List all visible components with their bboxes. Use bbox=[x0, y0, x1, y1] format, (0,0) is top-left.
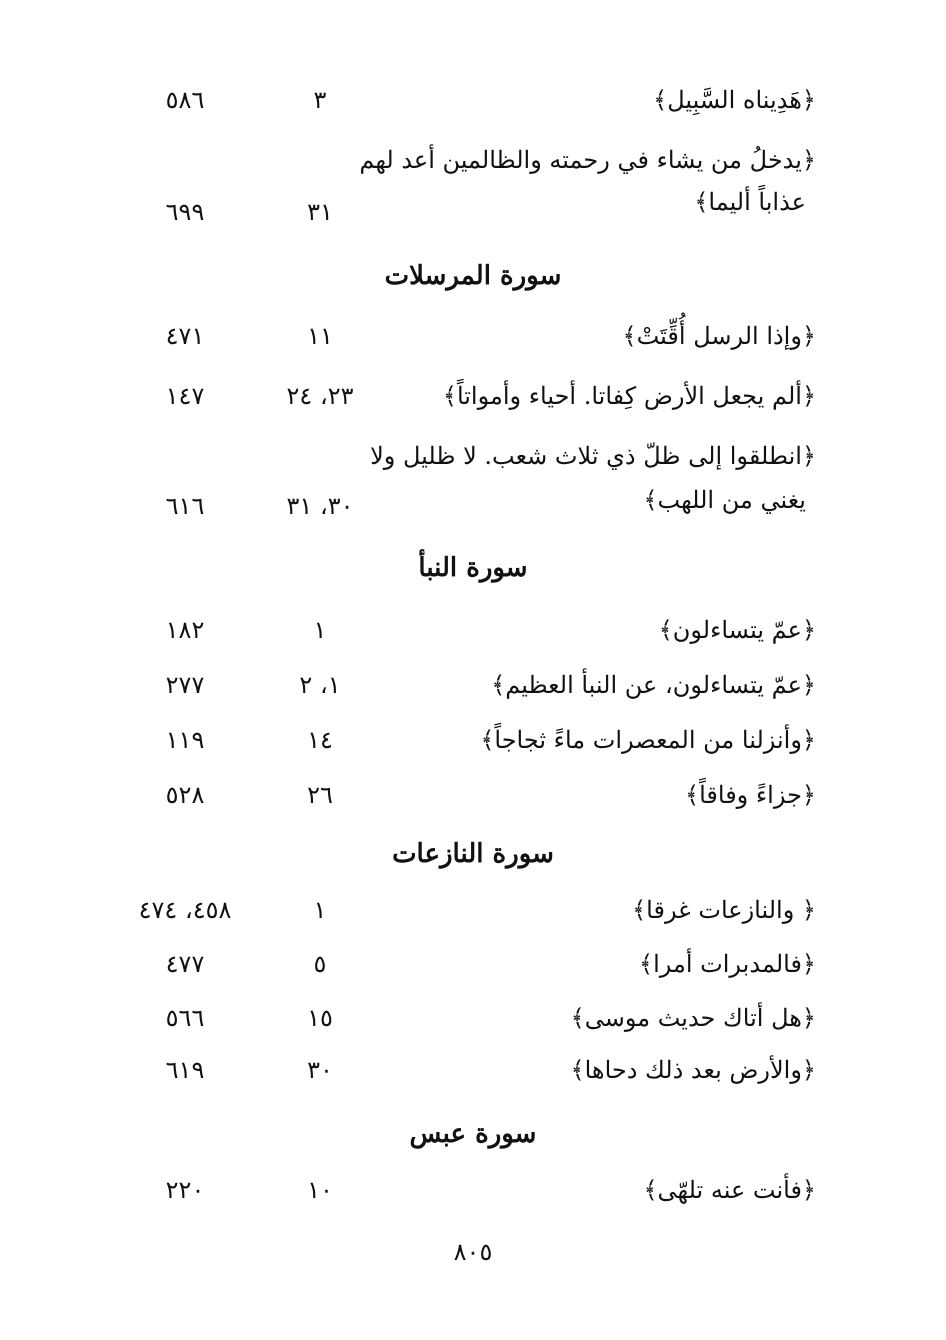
index-entry bbox=[0, 665, 946, 705]
page-ref: ٥٦٦ bbox=[165, 1004, 205, 1032]
verse-text: ﴿عمّ يتساءلون﴾ bbox=[658, 616, 816, 644]
index-entry bbox=[0, 998, 946, 1038]
verse-text: ﴿ والنازعات غرقا﴾ bbox=[632, 896, 816, 924]
verse-text: ﴿هَدِيناه السَّبِيل﴾ bbox=[653, 86, 816, 114]
ayah-number: ٢٦ bbox=[307, 781, 333, 809]
index-entry bbox=[0, 610, 946, 650]
index-entry bbox=[0, 140, 946, 230]
index-entry bbox=[0, 775, 946, 815]
page-ref: ٥٢٨ bbox=[165, 781, 205, 809]
page-ref: ١١٩ bbox=[165, 726, 205, 754]
index-entry bbox=[0, 890, 946, 930]
ayah-number: ٣٠، ٣١ bbox=[286, 492, 354, 520]
verse-text: ﴿وإذا الرسل أُقِّتَتْ﴾ bbox=[622, 322, 816, 350]
ayah-number: ١٠ bbox=[307, 1176, 333, 1204]
index-entry bbox=[0, 376, 946, 416]
page-ref: ٤٧١ bbox=[165, 322, 205, 350]
page-ref: ٤٥٨، ٤٧٤ bbox=[138, 896, 232, 924]
page-ref: ١٨٢ bbox=[165, 616, 205, 644]
page-ref: ٦١٦ bbox=[165, 492, 205, 520]
verse-text-line2: يغني من اللهب﴾ bbox=[643, 486, 806, 514]
ayah-number: ٣١ bbox=[307, 198, 333, 226]
verse-text: ﴿والأرض بعد ذلك دحاها﴾ bbox=[570, 1056, 816, 1084]
ayah-number: ٣ bbox=[313, 86, 327, 114]
verse-text-line2: عذاباً أليما﴾ bbox=[694, 188, 806, 216]
ayah-number: ١ bbox=[313, 616, 327, 644]
ayah-number: ٣٠ bbox=[307, 1056, 333, 1084]
surah-heading: سورة النبأ bbox=[418, 553, 528, 583]
page-ref: ٦١٩ bbox=[165, 1056, 205, 1084]
ayah-number: ١ bbox=[313, 896, 327, 924]
verse-text: ﴿فأنت عنه تلهّى﴾ bbox=[643, 1176, 816, 1204]
verse-text: ﴿جزاءً وفاقاً﴾ bbox=[685, 781, 816, 809]
page-number: ٨٠٥ bbox=[453, 1238, 493, 1266]
page-ref: ٢٧٧ bbox=[165, 671, 205, 699]
ayah-number: ٥ bbox=[313, 950, 327, 978]
verse-text: ﴿ألم يجعل الأرض كِفاتا. أحياء وأمواتاً﴾ bbox=[442, 382, 816, 410]
page-ref: ٢٢٠ bbox=[165, 1176, 205, 1204]
index-entry bbox=[0, 720, 946, 760]
ayah-number: ١٤ bbox=[307, 726, 333, 754]
page-ref: ٥٨٦ bbox=[165, 86, 205, 114]
index-entry bbox=[0, 1170, 946, 1210]
verse-text-line1: ﴿يدخلُ من يشاء في رحمته والظالمين أعد لهم bbox=[359, 146, 816, 174]
page-ref: ٦٩٩ bbox=[165, 198, 205, 226]
ayah-number: ١٥ bbox=[307, 1004, 333, 1032]
surah-heading: سورة المرسلات bbox=[384, 261, 562, 291]
verse-text: ﴿هل أتاك حديث موسى﴾ bbox=[570, 1004, 816, 1032]
index-entry bbox=[0, 1050, 946, 1090]
verse-text: ﴿وأنزلنا من المعصرات ماءً ثجاجاً﴾ bbox=[480, 726, 816, 754]
ayah-number: ٢٣، ٢٤ bbox=[286, 382, 354, 410]
page-ref: ٤٧٧ bbox=[165, 950, 205, 978]
index-entry bbox=[0, 80, 946, 120]
verse-text: ﴿عمّ يتساءلون، عن النبأ العظيم﴾ bbox=[491, 671, 816, 699]
ayah-number: ١، ٢ bbox=[299, 671, 341, 699]
verse-text: ﴿فالمدبرات أمرا﴾ bbox=[639, 950, 816, 978]
surah-heading: سورة عبس bbox=[409, 1119, 537, 1149]
index-entry bbox=[0, 316, 946, 356]
surah-heading: سورة النازعات bbox=[392, 839, 554, 869]
index-entry bbox=[0, 944, 946, 984]
ayah-number: ١١ bbox=[307, 322, 333, 350]
verse-text-line1: ﴿انطلقوا إلى ظلّ ذي ثلاث شعب. لا ظليل ولا bbox=[370, 442, 816, 470]
page-ref: ١٤٧ bbox=[165, 382, 205, 410]
index-entry bbox=[0, 436, 946, 526]
